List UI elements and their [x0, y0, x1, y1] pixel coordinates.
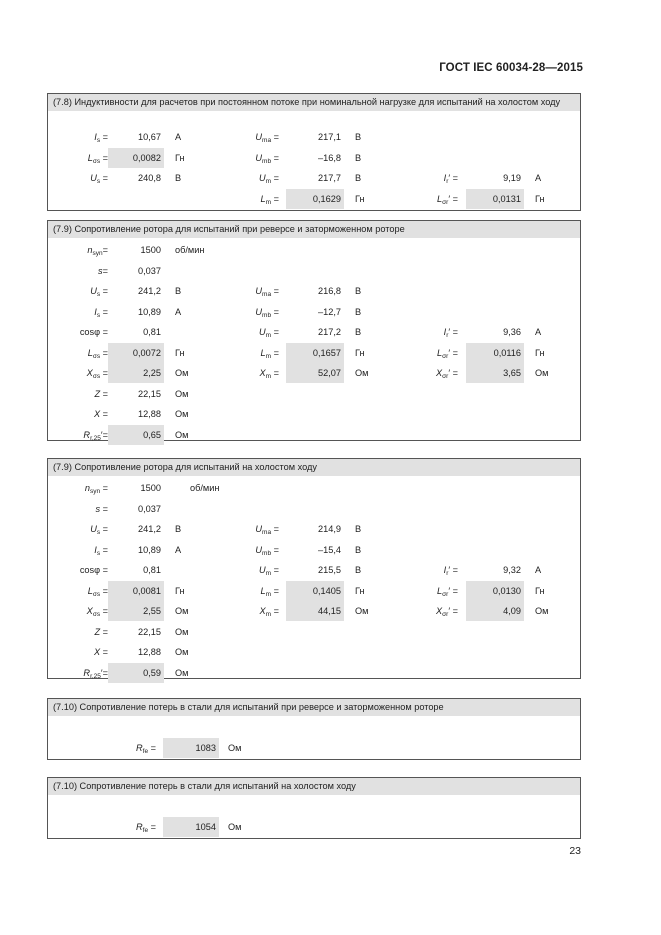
param-unit: Гн — [535, 347, 545, 358]
param-symbol: $X_{\sigma r}'$ = — [436, 606, 458, 618]
param-value: 241,2 — [138, 286, 161, 296]
param-unit: Ом — [175, 388, 189, 399]
param-symbol: s= — [98, 265, 108, 276]
param-unit: Ом — [355, 368, 369, 378]
param-symbol: $U_{mb}$ = — [255, 306, 279, 319]
param-row — [48, 642, 580, 662]
param-symbol: $L_{\sigma s}$ = — [87, 152, 108, 165]
param-symbol: $I_s$ = — [94, 132, 108, 144]
param-unit: A — [535, 327, 542, 337]
param-value: 0,0082 — [108, 148, 164, 168]
param-symbol: $I_r'$ = — [443, 173, 458, 185]
param-symbol: $U_{ma}$ = — [255, 286, 279, 298]
param-unit: Гн — [175, 347, 185, 358]
param-unit: Ом — [175, 368, 189, 378]
param-row — [48, 540, 580, 560]
param-value: 3,65 — [466, 363, 524, 383]
section-iron-loss-locked — [47, 698, 581, 760]
param-unit: Ом — [228, 743, 242, 753]
param-value: 10,89 — [138, 544, 161, 555]
param-unit: Гн — [535, 585, 545, 596]
param-symbol: $L_m$ = — [260, 347, 279, 360]
param-symbol: $X_m$ = — [259, 368, 279, 380]
param-unit: A — [175, 132, 182, 142]
param-value: 0,037 — [138, 265, 161, 276]
param-symbol: $U_{ma}$ = — [255, 132, 279, 144]
param-value: 12,88 — [138, 647, 161, 657]
param-unit: A — [535, 173, 542, 183]
param-value: 0,0130 — [466, 581, 524, 601]
param-row — [48, 281, 580, 301]
param-row — [48, 817, 580, 837]
param-value: 0,1657 — [286, 343, 344, 363]
param-symbol: $X_{\sigma s}$ = — [86, 368, 108, 380]
param-value: 1054 — [163, 817, 219, 837]
param-row — [48, 302, 580, 322]
param-unit: Ом — [228, 822, 242, 832]
param-value: 217,2 — [318, 327, 341, 337]
param-unit: В — [355, 173, 362, 183]
param-value: 216,8 — [318, 286, 341, 296]
param-value: 12,88 — [138, 409, 161, 419]
param-symbol: $X_{\sigma s}$ = — [86, 606, 108, 618]
param-unit: Гн — [535, 193, 545, 204]
param-row — [48, 478, 580, 498]
param-symbol: $L_{\sigma s}$ = — [87, 585, 108, 598]
param-row — [48, 404, 580, 424]
param-unit: A — [175, 544, 182, 555]
param-row — [48, 738, 580, 758]
param-unit: A — [175, 306, 182, 317]
param-value: 2,25 — [108, 363, 164, 383]
param-symbol: $R_{fe}$ = — [136, 743, 156, 755]
param-unit: В — [355, 152, 362, 163]
param-value: 1083 — [163, 738, 219, 758]
param-row — [48, 322, 580, 342]
param-value: 0,0131 — [466, 189, 524, 209]
param-value: 0,1629 — [286, 189, 344, 209]
param-unit: об/мин — [190, 483, 220, 493]
param-row — [48, 519, 580, 539]
param-symbol: $U_m$ = — [259, 173, 279, 185]
param-value: 9,36 — [503, 327, 521, 337]
param-row — [48, 127, 580, 147]
param-row — [48, 384, 580, 404]
param-symbol: $U_m$ = — [259, 327, 279, 339]
section-iron-loss-noload — [47, 777, 581, 839]
param-unit: Ом — [535, 606, 549, 616]
param-unit: Ом — [175, 606, 189, 616]
param-value: 0,59 — [108, 663, 164, 683]
param-symbol: $R_{r,25}'=$ — [83, 667, 108, 680]
param-unit: Ом — [175, 429, 189, 440]
param-value: 0,1405 — [286, 581, 344, 601]
param-symbol: $X_{\sigma r}'$ = — [436, 368, 458, 380]
param-symbol: $L_{\sigma r}'$ = — [437, 347, 458, 360]
param-symbol: X = — [93, 409, 108, 419]
section-title: (7.9) Сопротивление ротора для испытаний на холостом ходу — [48, 459, 580, 476]
param-symbol: $U_s$ = — [90, 286, 108, 298]
param-symbol: $U_{ma}$ = — [255, 524, 279, 536]
section-rotor-resistance-locked — [47, 220, 581, 441]
param-unit: об/мин — [175, 245, 205, 255]
param-unit: A — [535, 565, 542, 575]
param-symbol: s = — [95, 503, 108, 514]
param-row — [48, 499, 580, 519]
param-symbol: Z = — [94, 626, 108, 637]
param-row — [48, 425, 580, 445]
param-unit: В — [355, 544, 362, 555]
param-symbol: $X_m$ = — [259, 606, 279, 618]
param-unit: Ом — [175, 626, 189, 637]
param-unit: Гн — [355, 347, 365, 358]
param-unit: В — [175, 286, 182, 296]
param-row — [48, 581, 580, 601]
param-unit: В — [355, 132, 362, 142]
document-id-header: ГОСТ IEC 60034-28—2015 — [439, 62, 583, 74]
param-row — [48, 168, 580, 188]
param-value: 1500 — [140, 483, 161, 493]
param-value: 10,89 — [138, 306, 161, 317]
param-symbol: $I_r'$ = — [443, 327, 458, 339]
param-row — [48, 601, 580, 621]
param-value: 22,15 — [138, 626, 161, 637]
section-title: (7.8) Индуктивности для расчетов при постоянном потоке при номинальной нагрузке для испытаний на холостом ходу — [48, 94, 580, 111]
param-symbol: $n_{syn}=$ — [87, 245, 108, 257]
param-symbol: $R_{r,25}'=$ — [83, 429, 108, 442]
param-symbol: $R_{fe}$ = — [136, 822, 156, 834]
param-symbol: $L_m$ = — [260, 193, 279, 206]
param-symbol: $n_{syn}$ = — [84, 483, 108, 495]
param-value: 52,07 — [286, 363, 344, 383]
param-value: 4,09 — [466, 601, 524, 621]
section-rotor-resistance-noload — [47, 458, 581, 679]
param-value: 2,55 — [108, 601, 164, 621]
param-row — [48, 261, 580, 281]
param-unit: Ом — [175, 647, 189, 657]
param-value: 215,5 — [318, 565, 341, 575]
param-unit: В — [355, 565, 362, 575]
param-symbol: $L_m$ = — [260, 585, 279, 598]
param-unit: Гн — [175, 585, 185, 596]
param-unit: В — [355, 524, 362, 534]
param-symbol: $L_{\sigma r}'$ = — [437, 585, 458, 598]
param-row — [48, 622, 580, 642]
param-unit: Ом — [175, 667, 189, 678]
param-unit: В — [175, 173, 182, 183]
param-row — [48, 148, 580, 168]
param-symbol: $L_{\sigma s}$ = — [87, 347, 108, 360]
param-symbol: $U_s$ = — [90, 524, 108, 536]
param-unit: В — [355, 306, 362, 317]
section-title: (7.10) Сопротивление потерь в стали для испытаний на холостом ходу — [48, 778, 580, 795]
param-value: 9,19 — [503, 173, 521, 183]
param-symbol: $U_m$ = — [259, 565, 279, 577]
param-unit: В — [175, 524, 182, 534]
param-value: 214,9 — [318, 524, 341, 534]
param-row — [48, 240, 580, 260]
param-value: 10,67 — [138, 132, 161, 142]
param-row — [48, 189, 580, 209]
param-value: 241,2 — [138, 524, 161, 534]
param-symbol: $L_{\sigma r}'$ = — [437, 193, 458, 206]
param-row — [48, 363, 580, 383]
param-unit: Ом — [355, 606, 369, 616]
page-number: 23 — [569, 845, 581, 857]
param-unit: Ом — [175, 409, 189, 419]
param-symbol: Z = — [94, 388, 108, 399]
param-unit: Гн — [355, 193, 365, 204]
param-value: 9,32 — [503, 565, 521, 575]
param-value: 0,0116 — [466, 343, 524, 363]
param-unit: Ом — [535, 368, 549, 378]
param-unit: Гн — [355, 585, 365, 596]
param-value: –16,8 — [318, 152, 341, 163]
param-value: 1500 — [140, 245, 161, 255]
section-inductances — [47, 93, 581, 211]
param-row — [48, 343, 580, 363]
param-value: –15,4 — [318, 544, 341, 555]
param-value: 0,81 — [143, 565, 161, 575]
param-unit: В — [355, 286, 362, 296]
param-symbol: cosφ = — [79, 327, 108, 337]
param-symbol: $I_s$ = — [94, 544, 108, 557]
param-symbol: $I_r'$ = — [443, 565, 458, 577]
param-row — [48, 560, 580, 580]
param-value: 0,0081 — [108, 581, 164, 601]
param-symbol: $U_s$ = — [90, 173, 108, 185]
param-value: 0,81 — [143, 327, 161, 337]
param-value: 0,037 — [138, 503, 161, 514]
param-unit: Гн — [175, 152, 185, 163]
param-row — [48, 663, 580, 683]
param-unit: В — [355, 327, 362, 337]
section-title: (7.10) Сопротивление потерь в стали для испытаний при реверсе и заторможенном роторе — [48, 699, 580, 716]
param-symbol: $U_{mb}$ = — [255, 152, 279, 165]
param-symbol: $U_{mb}$ = — [255, 544, 279, 557]
param-value: 240,8 — [138, 173, 161, 183]
section-title: (7.9) Сопротивление ротора для испытаний при реверсе и заторможенном роторе — [48, 221, 580, 238]
param-value: –12,7 — [318, 306, 341, 317]
param-symbol: $I_s$ = — [94, 306, 108, 319]
param-value: 44,15 — [286, 601, 344, 621]
param-symbol: X = — [93, 647, 108, 657]
param-value: 217,1 — [318, 132, 341, 142]
param-value: 0,0072 — [108, 343, 164, 363]
param-value: 22,15 — [138, 388, 161, 399]
param-value: 217,7 — [318, 173, 341, 183]
param-value: 0,65 — [108, 425, 164, 445]
param-symbol: cosφ = — [79, 565, 108, 575]
